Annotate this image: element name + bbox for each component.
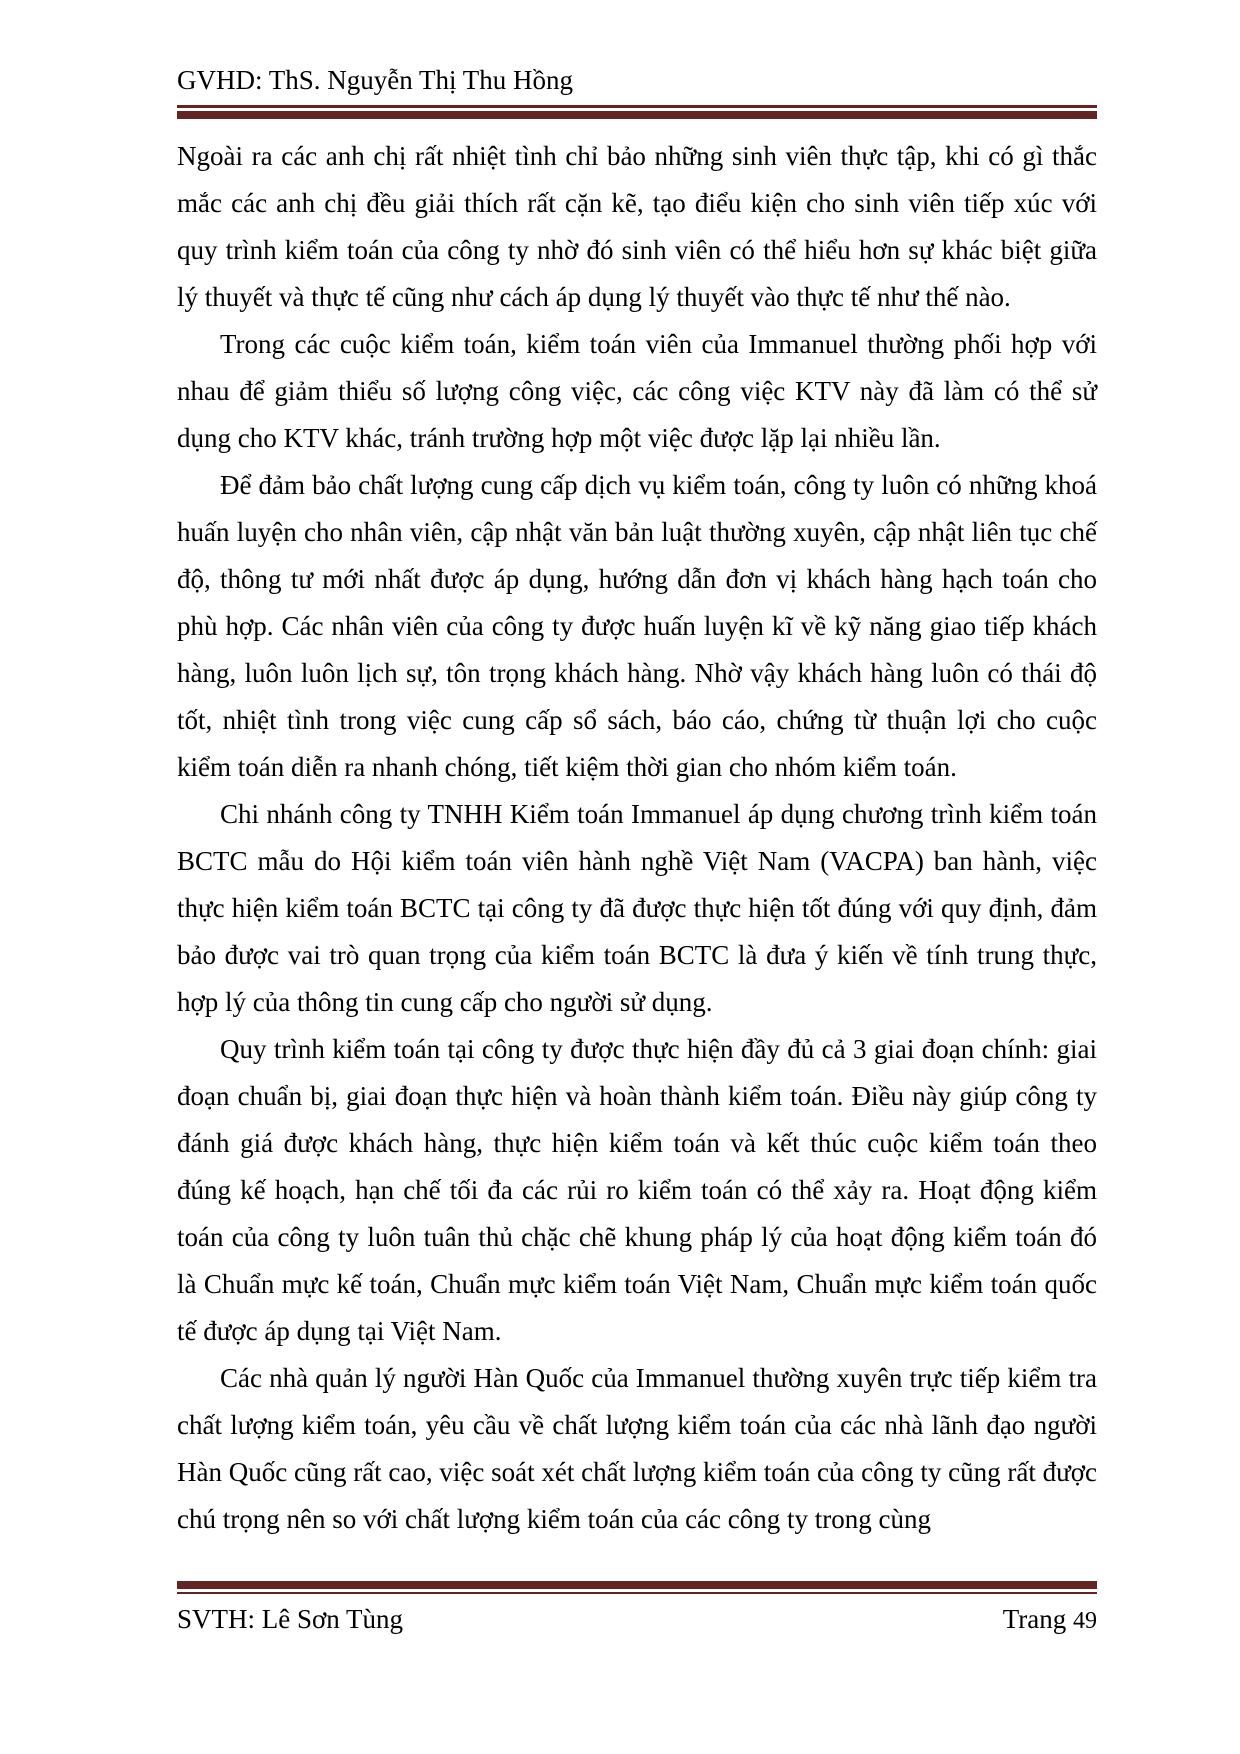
footer-page-number: 49 <box>1073 1608 1097 1634</box>
header-title: GVHD: ThS. Nguyễn Thị Thu Hồng <box>177 65 574 95</box>
body-paragraph: Để đảm bảo chất lượng cung cấp dịch vụ kiểm toán, công ty luôn có những khoá huấn luyện cho nhân viên, cập nhật văn bản luật thường xuyên, cập nhật liên tục chế độ, thông tư mới nhất được áp dụng, hướng dẫn đơn vị khách hàng hạch toán cho phù hợp. Các nhân viên của công ty được huấn luyện kĩ về kỹ năng giao tiếp khách hàng, luôn luôn lịch sự, tôn trọng khách hàng. Nhờ vậy khách hàng luôn có thái độ tốt, nhiệt tình trong việc cung cấp sổ sách, báo cáo, chứng từ thuận lợi cho cuộc kiểm toán diễn ra nhanh chóng, tiết kiệm thời gian cho nhóm kiểm toán. <box>177 470 1097 782</box>
document-body <box>177 133 1097 1543</box>
body-paragraph: Trong các cuộc kiểm toán, kiểm toán viên của Immanuel thường phối hợp với nhau để giảm thiểu số lượng công việc, các công việc KTV này đã làm có thể sử dụng cho KTV khác, tránh trường hợp một việc được lặp lại nhiều lần. <box>177 329 1097 453</box>
footer-author-label: SVTH: Lê Sơn Tùng <box>177 1604 404 1634</box>
footer-divider-rule <box>177 1581 1097 1594</box>
body-paragraph: Các nhà quản lý người Hàn Quốc của Immanuel thường xuyên trực tiếp kiểm tra chất lượng kiểm toán, yêu cầu về chất lượng kiểm toán của các nhà lãnh đạo người Hàn Quốc cũng rất cao, việc soát xét chất lượng kiểm toán của công ty cũng rất được chú trọng nên so với chất lượng kiểm toán của các công ty trong cùng <box>177 1363 1098 1534</box>
footer-page-indicator <box>1003 1599 1097 1641</box>
page-footer <box>177 1599 1097 1641</box>
body-paragraph: Ngoài ra các anh chị rất nhiệt tình chỉ bảo những sinh viên thực tập, khi có gì thắc mắc các anh chị đều giải thích rất cặn kẽ, tạo điểu kiện cho sinh viên tiếp xúc với quy trình kiểm toán của công ty nhờ đó sinh viên có thể hiểu hơn sự khác biệt giữa lý thuyết và thực tế cũng như cách áp dụng lý thuyết vào thực tế như thế nào. <box>177 141 1097 312</box>
body-paragraph: Chi nhánh công ty TNHH Kiểm toán Immanuel áp dụng chương trình kiểm toán BCTC mẫu do Hội kiểm toán viên hành nghề Việt Nam (VACPA) ban hành, việc thực hiện kiểm toán BCTC tại công ty đã được thực hiện tốt đúng với quy định, đảm bảo được vai trò quan trọng của kiểm toán BCTC là đưa ý kiến về tính trung thực, hợp lý của thông tin cung cấp cho người sử dụng. <box>177 799 1097 1017</box>
body-paragraph: Quy trình kiểm toán tại công ty được thực hiện đầy đủ cả 3 giai đoạn chính: giai đoạn chuẩn bị, giai đoạn thực hiện và hoàn thành kiểm toán. Điều này giúp công ty đánh giá được khách hàng, thực hiện kiểm toán và kết thúc cuộc kiểm toán theo đúng kế hoạch, hạn chế tối đa các rủi ro kiểm toán có thể xảy ra. Hoạt động kiểm toán của công ty luôn tuân thủ chặc chẽ khung pháp lý của hoạt động kiểm toán đó là Chuẩn mực kế toán, Chuẩn mực kiểm toán Việt Nam, Chuẩn mực kiểm toán quốc tế được áp dụng tại Việt Nam. <box>177 1034 1097 1346</box>
header-divider-rule <box>177 105 1097 119</box>
page-header <box>177 60 1097 119</box>
footer-page-label: Trang <box>1002 1604 1067 1634</box>
